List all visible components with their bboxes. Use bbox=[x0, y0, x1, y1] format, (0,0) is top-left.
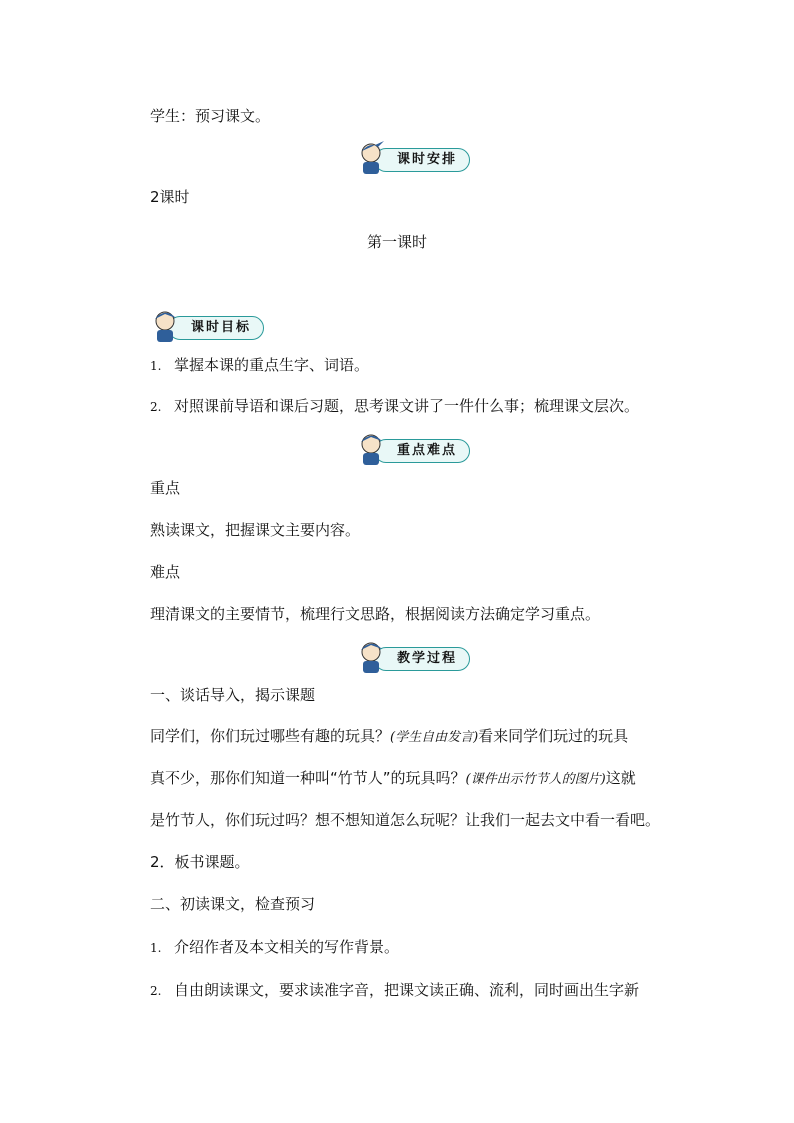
item-number: 2. bbox=[150, 984, 162, 998]
student-figure-icon bbox=[356, 430, 390, 468]
key-text: 熟读课文，把握课文主要内容。 bbox=[150, 521, 361, 539]
item-number: 1. bbox=[150, 941, 162, 955]
hard-text: 理清课文的主要情节，梳理行文思路，根据阅读方法确定学习重点。 bbox=[150, 605, 601, 623]
goal-item-2 bbox=[150, 396, 639, 417]
badge-label: 课时目标 bbox=[168, 316, 264, 340]
goal-item-1 bbox=[150, 355, 369, 376]
item-text: 介绍作者及本文相关的写作背景。 bbox=[174, 938, 400, 956]
paragraph-line-1 bbox=[150, 726, 690, 748]
badge-arrangement bbox=[356, 145, 470, 175]
list-item-2 bbox=[150, 980, 639, 1001]
badge-label: 重点难点 bbox=[374, 439, 470, 463]
step-heading-1: 一、谈话导入，揭示课题 bbox=[150, 686, 316, 704]
teacher-note: (学生自由发言) bbox=[390, 730, 479, 745]
sub-item-2: 2．板书课题。 bbox=[150, 853, 250, 871]
student-figure-icon bbox=[356, 139, 390, 177]
paragraph-text: 这就 bbox=[605, 769, 636, 787]
step-heading-2: 二、初读课文，检查预习 bbox=[150, 895, 316, 913]
list-item-1 bbox=[150, 937, 399, 958]
paragraph-line-2 bbox=[150, 768, 690, 790]
goal-text: 对照课前导语和课后习题，思考课文讲了一件什么事；梳理课文层次。 bbox=[174, 397, 640, 415]
badge-label: 课时安排 bbox=[374, 148, 470, 172]
preview-line: 学生：预习课文。 bbox=[150, 107, 271, 125]
goal-text: 掌握本课的重点生字、词语。 bbox=[174, 356, 370, 374]
paragraph-line-3: 是竹节人，你们玩过吗？想不想知道怎么玩呢？让我们一起去文中看一看吧。 bbox=[150, 811, 661, 829]
paragraph-text: 看来同学们玩过的玩具 bbox=[478, 727, 629, 745]
key-title: 重点 bbox=[150, 479, 181, 497]
student-figure-icon bbox=[150, 307, 184, 345]
badge-key-points bbox=[356, 436, 470, 466]
item-text: 自由朗读课文，要求读准字音，把课文读正确、流利，同时画出生字新 bbox=[174, 981, 640, 999]
badge-process bbox=[356, 644, 470, 674]
lesson-heading: 第一课时 bbox=[366, 233, 427, 251]
badge-goals bbox=[150, 313, 264, 343]
hard-title: 难点 bbox=[150, 563, 181, 581]
goal-number: 1. bbox=[150, 359, 162, 373]
paragraph-text: 同学们，你们玩过哪些有趣的玩具？ bbox=[150, 727, 391, 745]
paragraph-text: 真不少，那你们知道一种叫“竹节人”的玩具吗？ bbox=[150, 769, 466, 787]
badge-label: 教学过程 bbox=[374, 647, 470, 671]
teacher-note: (课件出示竹节人的图片) bbox=[465, 772, 606, 787]
goal-number: 2. bbox=[150, 400, 162, 414]
hours-line: 2课时 bbox=[150, 188, 190, 206]
student-figure-icon bbox=[356, 638, 390, 676]
